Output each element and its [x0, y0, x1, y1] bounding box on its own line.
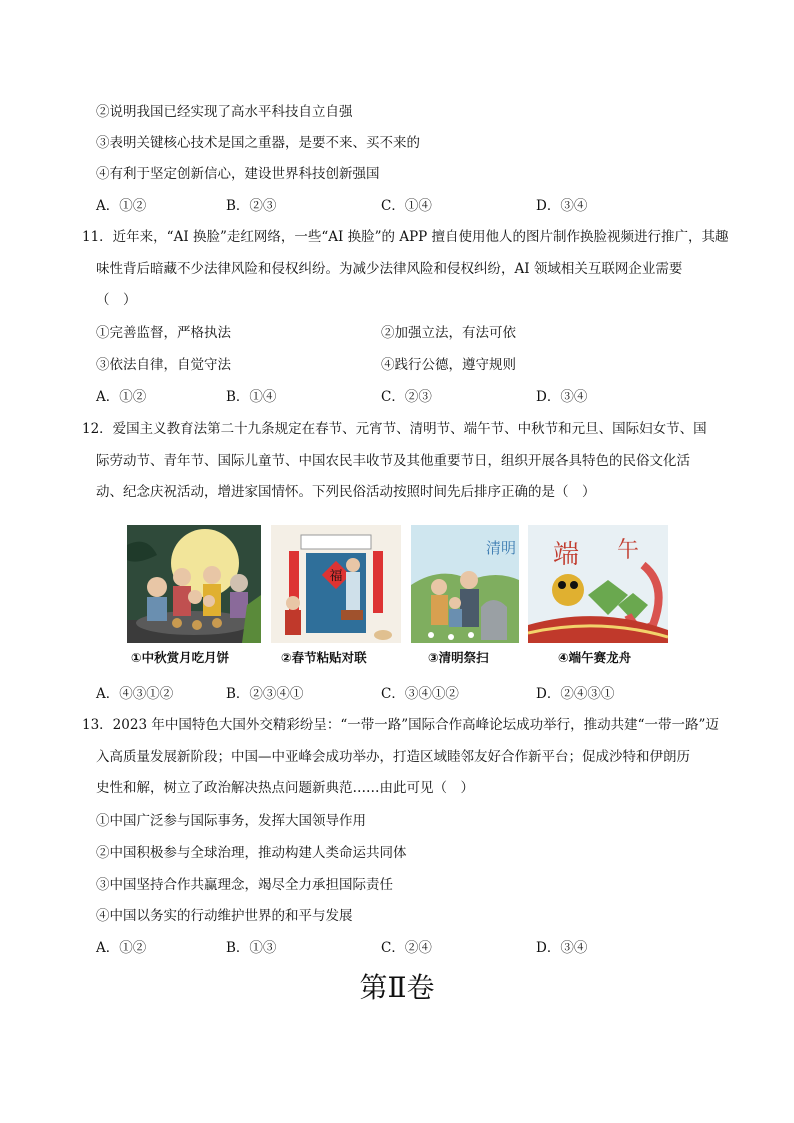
q11-statement-1: ①完善监督，严格执法	[96, 325, 231, 341]
q13-statement-4: ④中国以务实的行动维护世界的和平与发展	[96, 908, 353, 924]
mid-autumn-image	[127, 525, 261, 643]
q13-statement-1: ①中国广泛参与国际事务，发挥大国领导作用	[96, 813, 366, 829]
q11-statement-4: ④践行公德，遵守规则	[381, 357, 516, 373]
spring-festival-image	[271, 525, 401, 643]
dragon-boat-image	[528, 525, 668, 643]
q11-answer-bracket: （ ）	[96, 292, 137, 308]
qingming-image	[411, 525, 519, 643]
q10-option-a: A．①②	[96, 198, 147, 214]
q11-option-d: D．③④	[536, 389, 588, 405]
q10-statement-3: ③表明关键核心技术是国之重器，是要不来、买不来的	[96, 135, 420, 151]
q11-statement-2: ②加强立法，有法可依	[381, 325, 516, 341]
q13-statement-2: ②中国积极参与全球治理，推动构建人类命运共同体	[96, 845, 407, 861]
q10-statement-4: ④有利于坚定创新信心，建设世界科技创新强国	[96, 166, 380, 182]
q13-option-d: D．③④	[536, 940, 588, 956]
q11-statement-3: ③依法自律，自觉守法	[96, 357, 231, 373]
q12-option-d: D．②④③①	[536, 686, 615, 702]
q13-option-a: A．①②	[96, 940, 147, 956]
caption-spring-festival: ②春节粘贴对联	[281, 650, 367, 665]
qingming-character: 清明	[485, 539, 517, 557]
q12-text-line-1: 12．爱国主义教育法第二十九条规定在春节、元宵节、清明节、端午节、中秋节和元旦、国际妇女节、国	[82, 421, 707, 437]
q12-text-line-2: 际劳动节、青年节、国际儿童节、中国农民丰收节及其他重要节日，组织开展各具特色的民俗文化活	[96, 453, 690, 469]
q13-option-c: C．②④	[381, 940, 432, 956]
q10-statement-2: ②说明我国已经实现了高水平科技自立自强	[96, 104, 353, 120]
section-title: 第Ⅱ卷	[359, 971, 435, 1004]
q11-option-c: C．②③	[381, 389, 432, 405]
q10-option-b: B．②③	[226, 198, 277, 214]
q10-option-d: D．③④	[536, 198, 588, 214]
q11-text-line-2: 味性背后暗藏不少法律风险和侵权纠纷。为减少法律风险和侵权纠纷，AI 领域相关互联网企业需要	[96, 261, 683, 277]
q12-text-line-3: 动、纪念庆祝活动，增进家国情怀。下列民俗活动按照时间先后排序正确的是（ ）	[96, 484, 596, 500]
duan-character: 端	[552, 540, 580, 570]
q12-option-c: C．③④①②	[381, 686, 459, 702]
caption-mid-autumn: ①中秋赏月吃月饼	[131, 650, 230, 665]
caption-qingming: ③清明祭扫	[428, 650, 489, 665]
q11-text-line-1: 11．近年来，“AI 换脸”走红网络，一些“AI 换脸”的 APP 擅自使用他人的图片制作换脸视频进行推广，其趣	[82, 229, 729, 245]
fu-character: 福	[329, 569, 343, 584]
caption-dragon-boat: ④端午赛龙舟	[558, 650, 632, 665]
q13-statement-3: ③中国坚持合作共赢理念，竭尽全力承担国际责任	[96, 877, 393, 893]
q12-option-a: A．④③①②	[96, 686, 174, 702]
q13-text-line-1: 13．2023 年中国特色大国外交精彩纷呈：“一带一路”国际合作高峰论坛成功举行，推动共建“一带一路”迈	[82, 717, 719, 733]
q13-option-b: B．①③	[226, 940, 277, 956]
q13-text-line-3: 史性和解，树立了政治解决热点问题新典范……由此可见（ ）	[96, 780, 474, 796]
q10-option-c: C．①④	[381, 198, 432, 214]
q13-text-line-2: 入高质量发展新阶段；中国—中亚峰会成功举办，打造区域睦邻友好合作新平台；促成沙特和伊朗历	[96, 749, 690, 765]
q12-option-b: B．②③④①	[226, 686, 304, 702]
wu-character: 午	[616, 538, 640, 563]
q11-option-a: A．①②	[96, 389, 147, 405]
q11-option-b: B．①④	[226, 389, 277, 405]
